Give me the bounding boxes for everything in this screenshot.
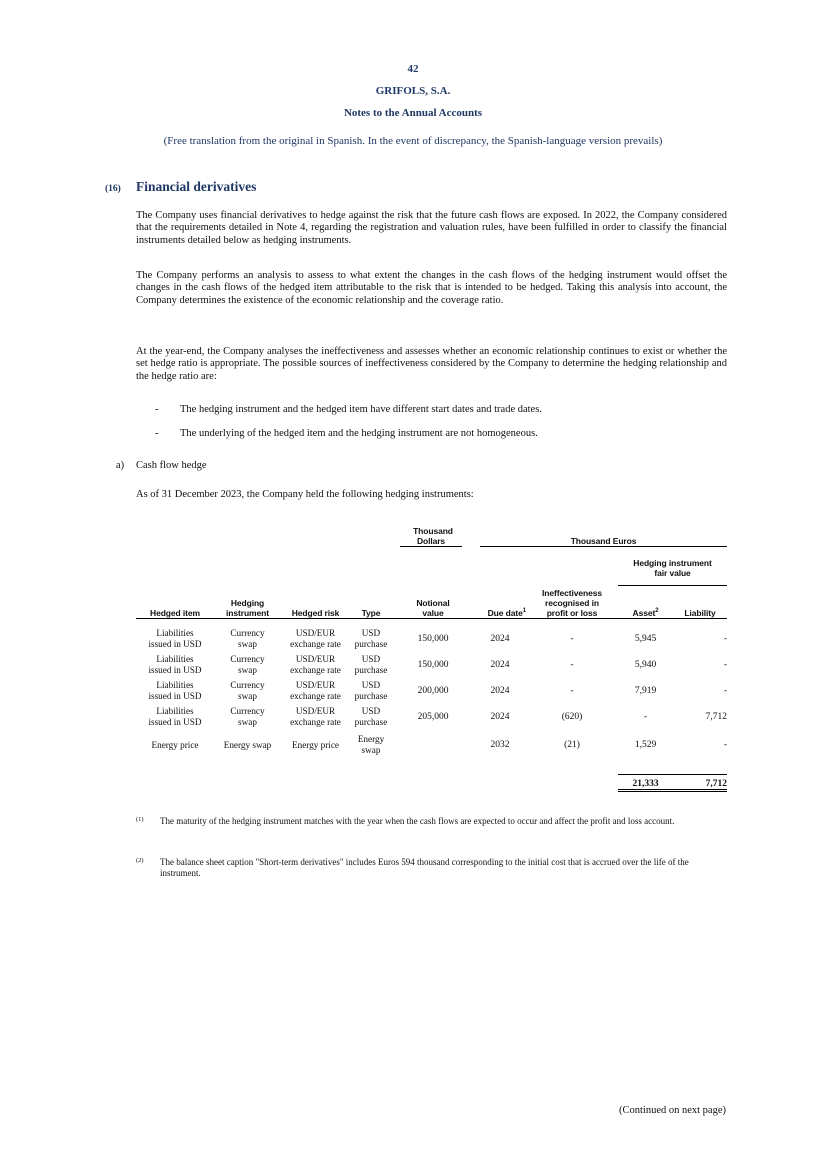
col-ineffectiveness: Ineffectiveness recognised in profit or loss xyxy=(526,585,618,618)
euros-group-header: Thousand Euros xyxy=(480,536,727,547)
table-column-header-row xyxy=(136,585,727,618)
table-fair-value-header-row xyxy=(136,547,727,585)
col-asset: Asset$^2$ xyxy=(618,585,673,618)
fair-value-header-line1: Hedging instrument xyxy=(633,557,712,568)
col-notional-value: Notional value xyxy=(392,585,474,618)
bullet-text: The hedging instrument and the hedged item have different start dates and trade dates. xyxy=(180,404,542,415)
footnote-marker: (2) xyxy=(136,857,144,864)
footnote-2 xyxy=(136,857,727,879)
dollars-group-line1: Thousand xyxy=(413,526,453,536)
total-liability: 7,712 xyxy=(673,774,727,790)
fair-value-header-line2: fair value xyxy=(654,567,691,578)
col-liability: Liability xyxy=(673,585,727,618)
footnote-text: The maturity of the hedging instrument matches with the year when the cash flows are expected to occur and affect the profit and loss account. xyxy=(160,816,675,826)
section-number: (16) xyxy=(105,184,121,194)
total-asset: 21,333 xyxy=(618,774,673,790)
bullet-marker: - xyxy=(155,428,159,439)
subsection-heading xyxy=(116,460,207,471)
section-title: Financial derivatives xyxy=(136,179,257,194)
footnote-text: The balance sheet caption "Short-term derivatives" includes Euros 594 thousand corresponding to the initial cost that is accrued over the life of the instrument. xyxy=(160,857,689,878)
continued-note: (Continued on next page) xyxy=(618,1105,726,1116)
footnote-1 xyxy=(136,816,727,827)
translation-note: (Free translation from the original in Spanish. In the event of discrepancy, the Spanish-language version prevails) xyxy=(163,135,663,147)
paragraph-2: The Company performs an analysis to assess to what extent the changes in the cash flows of the hedging instrument would offset the changes in the cash flows of the hedged item attributable to the risk that is intended to be hedged. Taking this analysis into account, the Company determines the existence of the economic relationship and the coverage ratio. xyxy=(136,270,727,306)
col-type: Type xyxy=(350,585,392,618)
company-name: GRIFOLS, S.A. xyxy=(375,85,451,97)
subsection-title: Cash flow hedge xyxy=(136,460,207,471)
table-totals-row xyxy=(136,774,727,790)
col-hedging-instrument: Hedging instrument xyxy=(214,585,281,618)
table-row: Liabilities issued in USD Currency swap USD/EUR exchange rate USD purchase 200,000 2024 - 7,919 - xyxy=(148,680,728,701)
col-due-date: Due date$^1$ xyxy=(474,585,526,618)
bullet-marker: - xyxy=(155,404,159,415)
bullet-text: The underlying of the hedged item and the hedging instrument are not homogeneous. xyxy=(180,428,538,439)
table-row: Liabilities issued in USD Currency swap USD/EUR exchange rate USD purchase 150,000 2024 - 5,940 - xyxy=(148,654,728,675)
dollars-group-line2: Dollars xyxy=(400,536,462,547)
document-subtitle: Notes to the Annual Accounts xyxy=(343,107,483,119)
page-number: 42 xyxy=(407,63,419,75)
col-hedged-risk: Hedged risk xyxy=(281,585,350,618)
bullet-item xyxy=(136,428,538,439)
paragraph-1: The Company uses financial derivatives to hedge against the risk that the future cash flows are exposed. In 2022, the Company considered that the requirements detailed in Note 4, regarding the registration and valuation rules, have been fulfilled in order to classify the financial instruments detailed below as hedging instruments. xyxy=(136,210,727,246)
footnote-marker: (1) xyxy=(136,816,144,823)
bullet-item xyxy=(136,404,542,415)
table-group-header-row xyxy=(136,519,727,547)
col-hedged-item: Hedged item xyxy=(136,585,214,618)
section-heading xyxy=(105,179,256,195)
subsection-label: a) xyxy=(116,460,125,471)
table-row: Liabilities issued in USD Currency swap USD/EUR exchange rate USD purchase 205,000 2024 (620) - 7,712 xyxy=(148,706,728,727)
paragraph-3: At the year-end, the Company analyses the ineffectiveness and assesses whether an economic relationship continues to exist or whether the set hedge ratio is appropriate. The possible sources of ineffectiveness considered by the Company to determine the hedging relationship and the hedge ratio are: xyxy=(136,346,727,382)
hedging-instruments-table xyxy=(136,519,727,792)
table-row-energy: Energy price Energy swap Energy price Energy swap 2032 (21) 1,529 - xyxy=(151,734,728,755)
table-intro: As of 31 December 2023, the Company held the following hedging instruments: xyxy=(136,489,474,500)
table-row: Liabilities issued in USD Currency swap USD/EUR exchange rate USD purchase 150,000 2024 - 5,945 - xyxy=(148,628,728,649)
